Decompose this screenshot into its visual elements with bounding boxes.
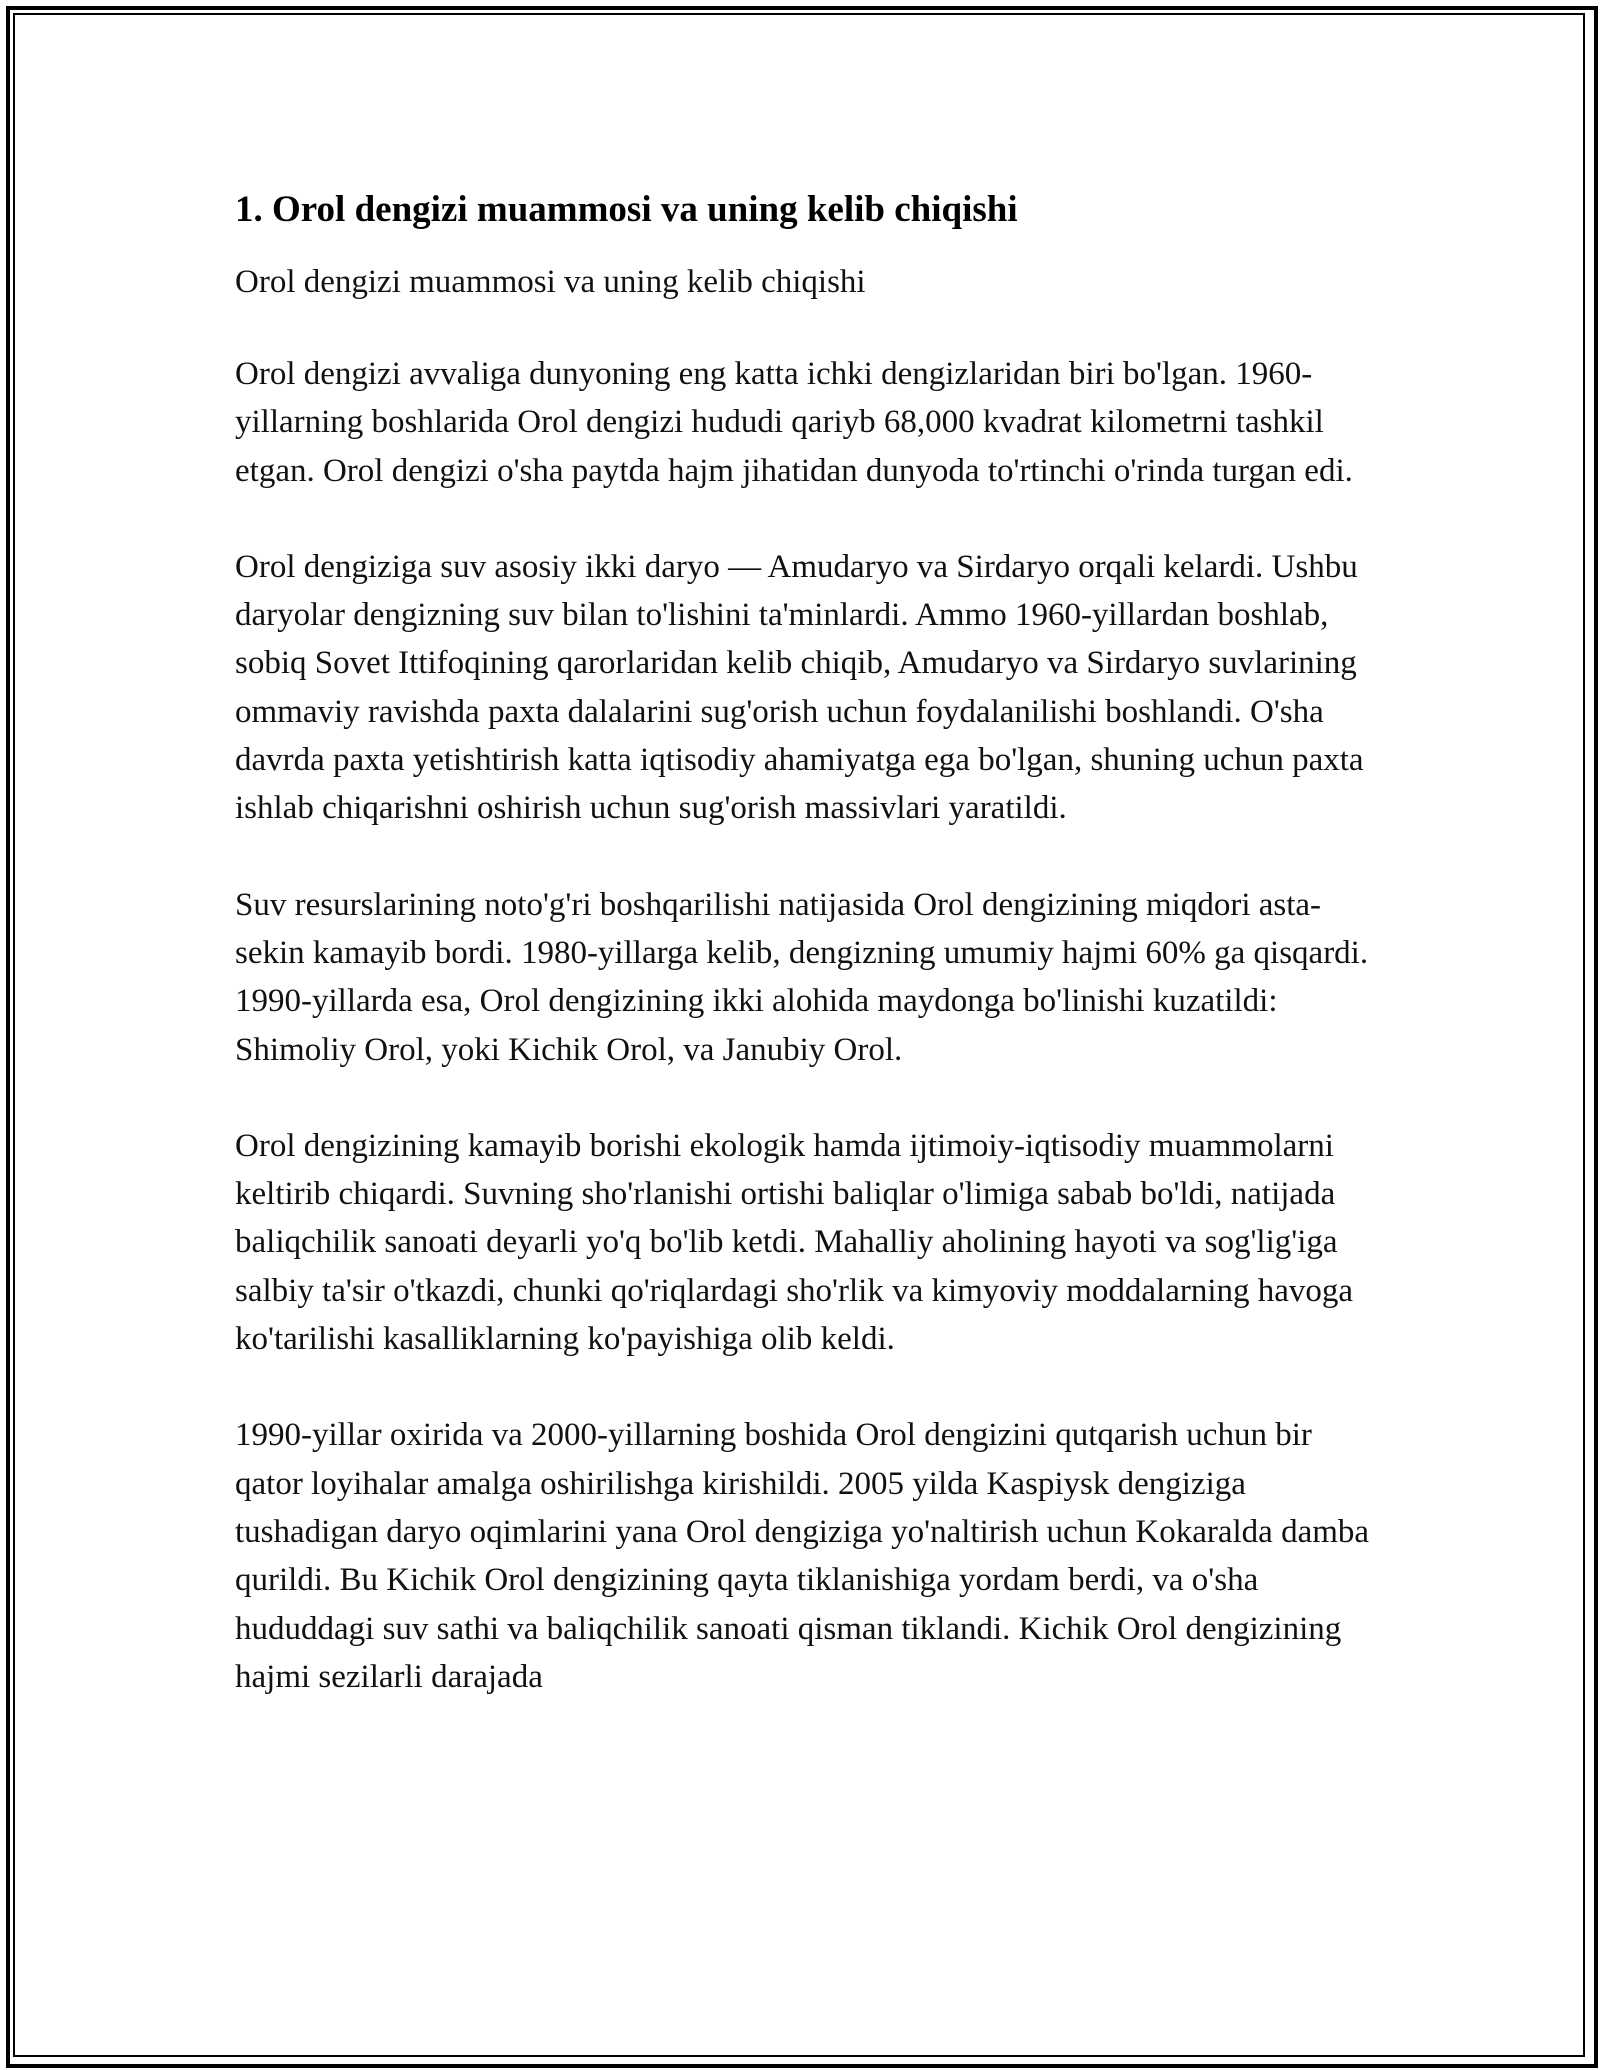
paragraph-3: Suv resurslarining noto'g'ri boshqarilishi natijasida Orol dengizining miqdori asta-sekin kamayib bordi. 1980-yillarga kelib, dengizning umumiy hajmi 60% ga qisqardi. 1990-yillarda esa, Orol dengizining ikki alohida maydonga bo'linishi kuzatildi: Shimoliy Orol, yoki Kichik Orol, va Janubiy Orol. <box>235 886 1369 1068</box>
document-heading: 1. Orol dengizi muammosi va uning kelib chiqishi <box>235 189 1018 230</box>
paragraph-5: 1990-yillar oxirida va 2000-yillarning boshida Orol dengizini qutqarish uchun bir qator loyihalar amalga oshirilishga kirishildi. 2005 yilda Kaspiysk dengiziga tushadigan daryo oqimlarini yana Orol dengiziga yo'naltirish uchun Kokaralda damba qurildi. Bu Kichik Orol dengizining qayta tiklanishiga yordam berdi, va o'sha hududdagi suv sathi va baliqchilik sanoati qisman tiklandi. Kichik Orol dengizining hajmi sezilarli darajada <box>235 1417 1370 1695</box>
document-subtitle: Orol dengizi muammosi va uning kelib chiqishi <box>235 264 866 300</box>
paragraph-1: Orol dengizi avvaliga dunyoning eng katta ichki dengizlaridan biri bo'lgan. 1960-yillarning boshlarida Orol dengizi hududi qariyb 68,000 kvadrat kilometrni tashkil etgan. Orol dengizi o'sha paytda hajm jihatidan dunyoda to'rtinchi o'rinda turgan edi. <box>235 356 1353 489</box>
document-body <box>235 185 1380 1701</box>
paragraph-2: Orol dengiziga suv asosiy ikki daryo — Amudaryo va Sirdaryo orqali kelardi. Ushbu daryolar dengizning suv bilan to'lishini ta'minlardi. Ammo 1960-yillardan boshlab, sobiq Sovet Ittifoqining qarorlaridan kelib chiqib, Amudaryo va Sirdaryo suvlarining ommaviy ravishda paxta dalalarini sug'orish uchun foydalanilishi boshlandi. O'sha davrda paxta yetishtirish katta iqtisodiy ahamiyatga ega bo'lgan, shuning uchun paxta ishlab chiqarishni oshirish uchun sug'orish massivlari yaratildi. <box>235 548 1364 827</box>
paragraph-4: Orol dengizining kamayib borishi ekologik hamda ijtimoiy-iqtisodiy muammolarni keltirib chiqardi. Suvning sho'rlanishi ortishi baliqlar o'limiga sabab bo'ldi, natijada baliqchilik sanoati deyarli yo'q bo'lib ketdi. Mahalliy aholining hayoti va sog'lig'iga salbiy ta'sir o'tkazdi, chunki qo'riqlardagi sho'rlik va kimyoviy moddalarning havoga ko'tarilishi kasalliklarning ko'payishiga olib keldi. <box>235 1127 1354 1358</box>
